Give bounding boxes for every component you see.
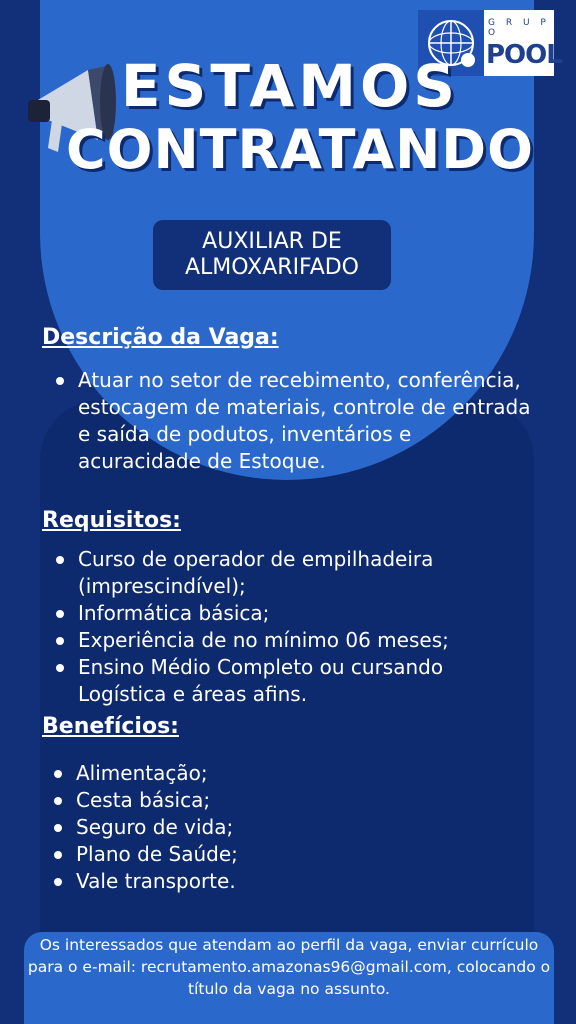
- list-item: Experiência de no mínimo 06 meses;: [52, 627, 532, 654]
- benefits-heading: Benefícios:: [42, 714, 179, 739]
- requirements-heading: Requisitos:: [42, 508, 181, 533]
- list-item: Plano de Saúde;: [50, 841, 530, 868]
- job-title-line-1: AUXILIAR DE: [202, 229, 342, 254]
- header-line-1: ESTAMOS: [120, 52, 460, 120]
- logo-grupo-text: G R U P O: [488, 18, 550, 38]
- list-item: Ensino Médio Completo ou cursando Logística e áreas afins.: [52, 654, 532, 708]
- header-line-2: CONTRATANDO: [65, 118, 535, 181]
- application-instructions: Os interessados que atendam ao perfil da vaga, enviar currículo para o e-mail: recrutamento.amazonas96@gmail.com, colocando o título da vaga no assunto.: [24, 932, 554, 1024]
- benefits-list: [50, 760, 530, 895]
- list-item: Seguro de vida;: [50, 814, 530, 841]
- description-heading: Descrição da Vaga:: [42, 325, 279, 350]
- list-item: Informática básica;: [52, 600, 532, 627]
- logo-pool-text: POOL: [486, 40, 562, 70]
- list-item: Vale transporte.: [50, 868, 530, 895]
- list-item: Alimentação;: [50, 760, 530, 787]
- description-list: [52, 367, 532, 475]
- list-item: Curso de operador de empilhadeira (imprescindível);: [52, 546, 532, 600]
- job-title-badge: [153, 220, 391, 290]
- list-item: Atuar no setor de recebimento, conferência, estocagem de materiais, controle de entrada e saída de podutos, inventários e acuracidade de Estoque.: [52, 367, 532, 475]
- requirements-list: [52, 546, 532, 708]
- job-title-line-2: ALMOXARIFADO: [184, 255, 360, 280]
- list-item: Cesta básica;: [50, 787, 530, 814]
